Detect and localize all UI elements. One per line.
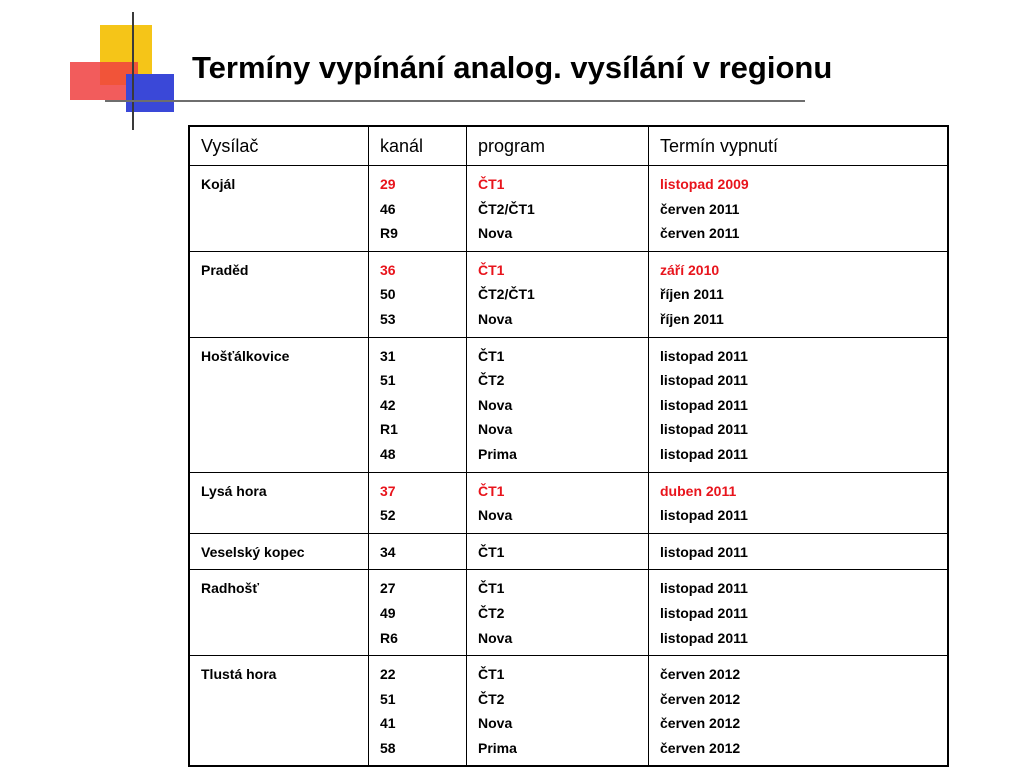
program-value: ČT2 <box>478 690 505 707</box>
cell-program <box>467 570 649 656</box>
cell-station: Tlustá hora <box>189 656 369 767</box>
date-value: červen 2012 <box>660 690 741 707</box>
date-value: listopad 2011 <box>660 445 748 462</box>
channel-value: 31 <box>380 347 396 364</box>
schedule-table <box>188 125 949 767</box>
cell-station: Hošťálkovice <box>189 337 369 472</box>
date-value: červen 2012 <box>660 739 741 756</box>
channel-value: 50 <box>380 286 396 303</box>
cell-program <box>467 166 649 252</box>
table-body <box>189 166 948 767</box>
date-value: říjen 2011 <box>660 286 724 303</box>
program-value: Nova <box>478 396 513 413</box>
cell-shutdown-date <box>649 251 949 337</box>
program-value: ČT2 <box>478 604 505 621</box>
date-value: listopad 2011 <box>660 629 748 646</box>
date-value: září 2010 <box>660 261 720 278</box>
table-row <box>189 656 948 767</box>
program-value: ČT2 <box>478 372 505 389</box>
channel-value: 51 <box>380 372 396 389</box>
header-station: Vysílač <box>189 126 369 166</box>
program-value: Prima <box>478 445 517 462</box>
cell-program <box>467 533 649 570</box>
cell-station: Veselský kopec <box>189 533 369 570</box>
cell-channel <box>369 166 467 252</box>
channel-value: 48 <box>380 445 396 462</box>
date-value: listopad 2011 <box>660 604 748 621</box>
date-value: červen 2012 <box>660 715 741 732</box>
program-value: Prima <box>478 739 517 756</box>
table-row <box>189 251 948 337</box>
program-value: Nova <box>478 507 513 524</box>
cell-station: Kojál <box>189 166 369 252</box>
cell-station: Radhošť <box>189 570 369 656</box>
channel-value: 46 <box>380 200 396 217</box>
table-row <box>189 570 948 656</box>
cell-shutdown-date <box>649 166 949 252</box>
cell-channel <box>369 251 467 337</box>
program-value: ČT1 <box>478 482 505 499</box>
date-value: listopad 2011 <box>660 396 748 413</box>
cell-channel <box>369 337 467 472</box>
channel-value: R9 <box>380 225 398 242</box>
program-value: Nova <box>478 225 513 242</box>
program-value: Nova <box>478 310 513 327</box>
date-value: červen 2011 <box>660 225 740 242</box>
channel-value: 58 <box>380 739 396 756</box>
title-underline <box>105 100 805 102</box>
channel-value: 41 <box>380 715 396 732</box>
header-channel: kanál <box>369 126 467 166</box>
date-value: červen 2011 <box>660 200 740 217</box>
program-value: Nova <box>478 421 513 438</box>
channel-value: 52 <box>380 507 396 524</box>
program-value: ČT2/ČT1 <box>478 200 535 217</box>
channel-value: 29 <box>380 176 396 192</box>
cell-channel <box>369 472 467 533</box>
page-title: Termíny vypínání analog. vysílání v regionu <box>192 50 833 85</box>
date-value: listopad 2011 <box>660 372 748 389</box>
cell-shutdown-date <box>649 472 949 533</box>
channel-value: 51 <box>380 690 396 707</box>
cell-channel <box>369 570 467 656</box>
program-value: ČT1 <box>478 543 505 560</box>
date-value: červen 2012 <box>660 666 741 683</box>
table-row <box>189 472 948 533</box>
date-value: listopad 2011 <box>660 543 748 560</box>
channel-value: 36 <box>380 261 396 278</box>
cell-channel <box>369 656 467 767</box>
channel-value: 22 <box>380 666 396 683</box>
date-value: duben 2011 <box>660 482 737 499</box>
cell-shutdown-date <box>649 570 949 656</box>
date-value: listopad 2009 <box>660 176 749 192</box>
program-value: ČT1 <box>478 666 505 683</box>
program-value: Nova <box>478 715 513 732</box>
cell-program <box>467 251 649 337</box>
program-value: Nova <box>478 629 513 646</box>
cell-station: Praděd <box>189 251 369 337</box>
date-value: listopad 2011 <box>660 421 748 438</box>
date-value: listopad 2011 <box>660 580 748 597</box>
cell-channel <box>369 533 467 570</box>
cell-shutdown-date <box>649 337 949 472</box>
program-value: ČT1 <box>478 347 505 364</box>
header-program: program <box>467 126 649 166</box>
table-header-row <box>189 126 948 166</box>
program-value: ČT1 <box>478 580 505 597</box>
table-row <box>189 337 948 472</box>
program-value: ČT1 <box>478 176 505 192</box>
channel-value: R1 <box>380 421 398 438</box>
table-row <box>189 166 948 252</box>
channel-value: 49 <box>380 604 396 621</box>
date-value: říjen 2011 <box>660 310 724 327</box>
header-shutdown-date: Termín vypnutí <box>649 126 949 166</box>
channel-value: 42 <box>380 396 396 413</box>
channel-value: 27 <box>380 580 396 597</box>
program-value: ČT1 <box>478 261 505 278</box>
channel-value: 34 <box>380 543 396 560</box>
cell-shutdown-date <box>649 656 949 767</box>
decorative-vertical-line <box>132 12 134 130</box>
date-value: listopad 2011 <box>660 347 748 364</box>
channel-value: R6 <box>380 629 398 646</box>
channel-value: 53 <box>380 310 396 327</box>
cell-station: Lysá hora <box>189 472 369 533</box>
date-value: listopad 2011 <box>660 507 748 524</box>
program-value: ČT2/ČT1 <box>478 286 535 303</box>
channel-value: 37 <box>380 482 396 499</box>
table-row <box>189 533 948 570</box>
cell-program <box>467 472 649 533</box>
cell-shutdown-date <box>649 533 949 570</box>
cell-program <box>467 337 649 472</box>
cell-program <box>467 656 649 767</box>
